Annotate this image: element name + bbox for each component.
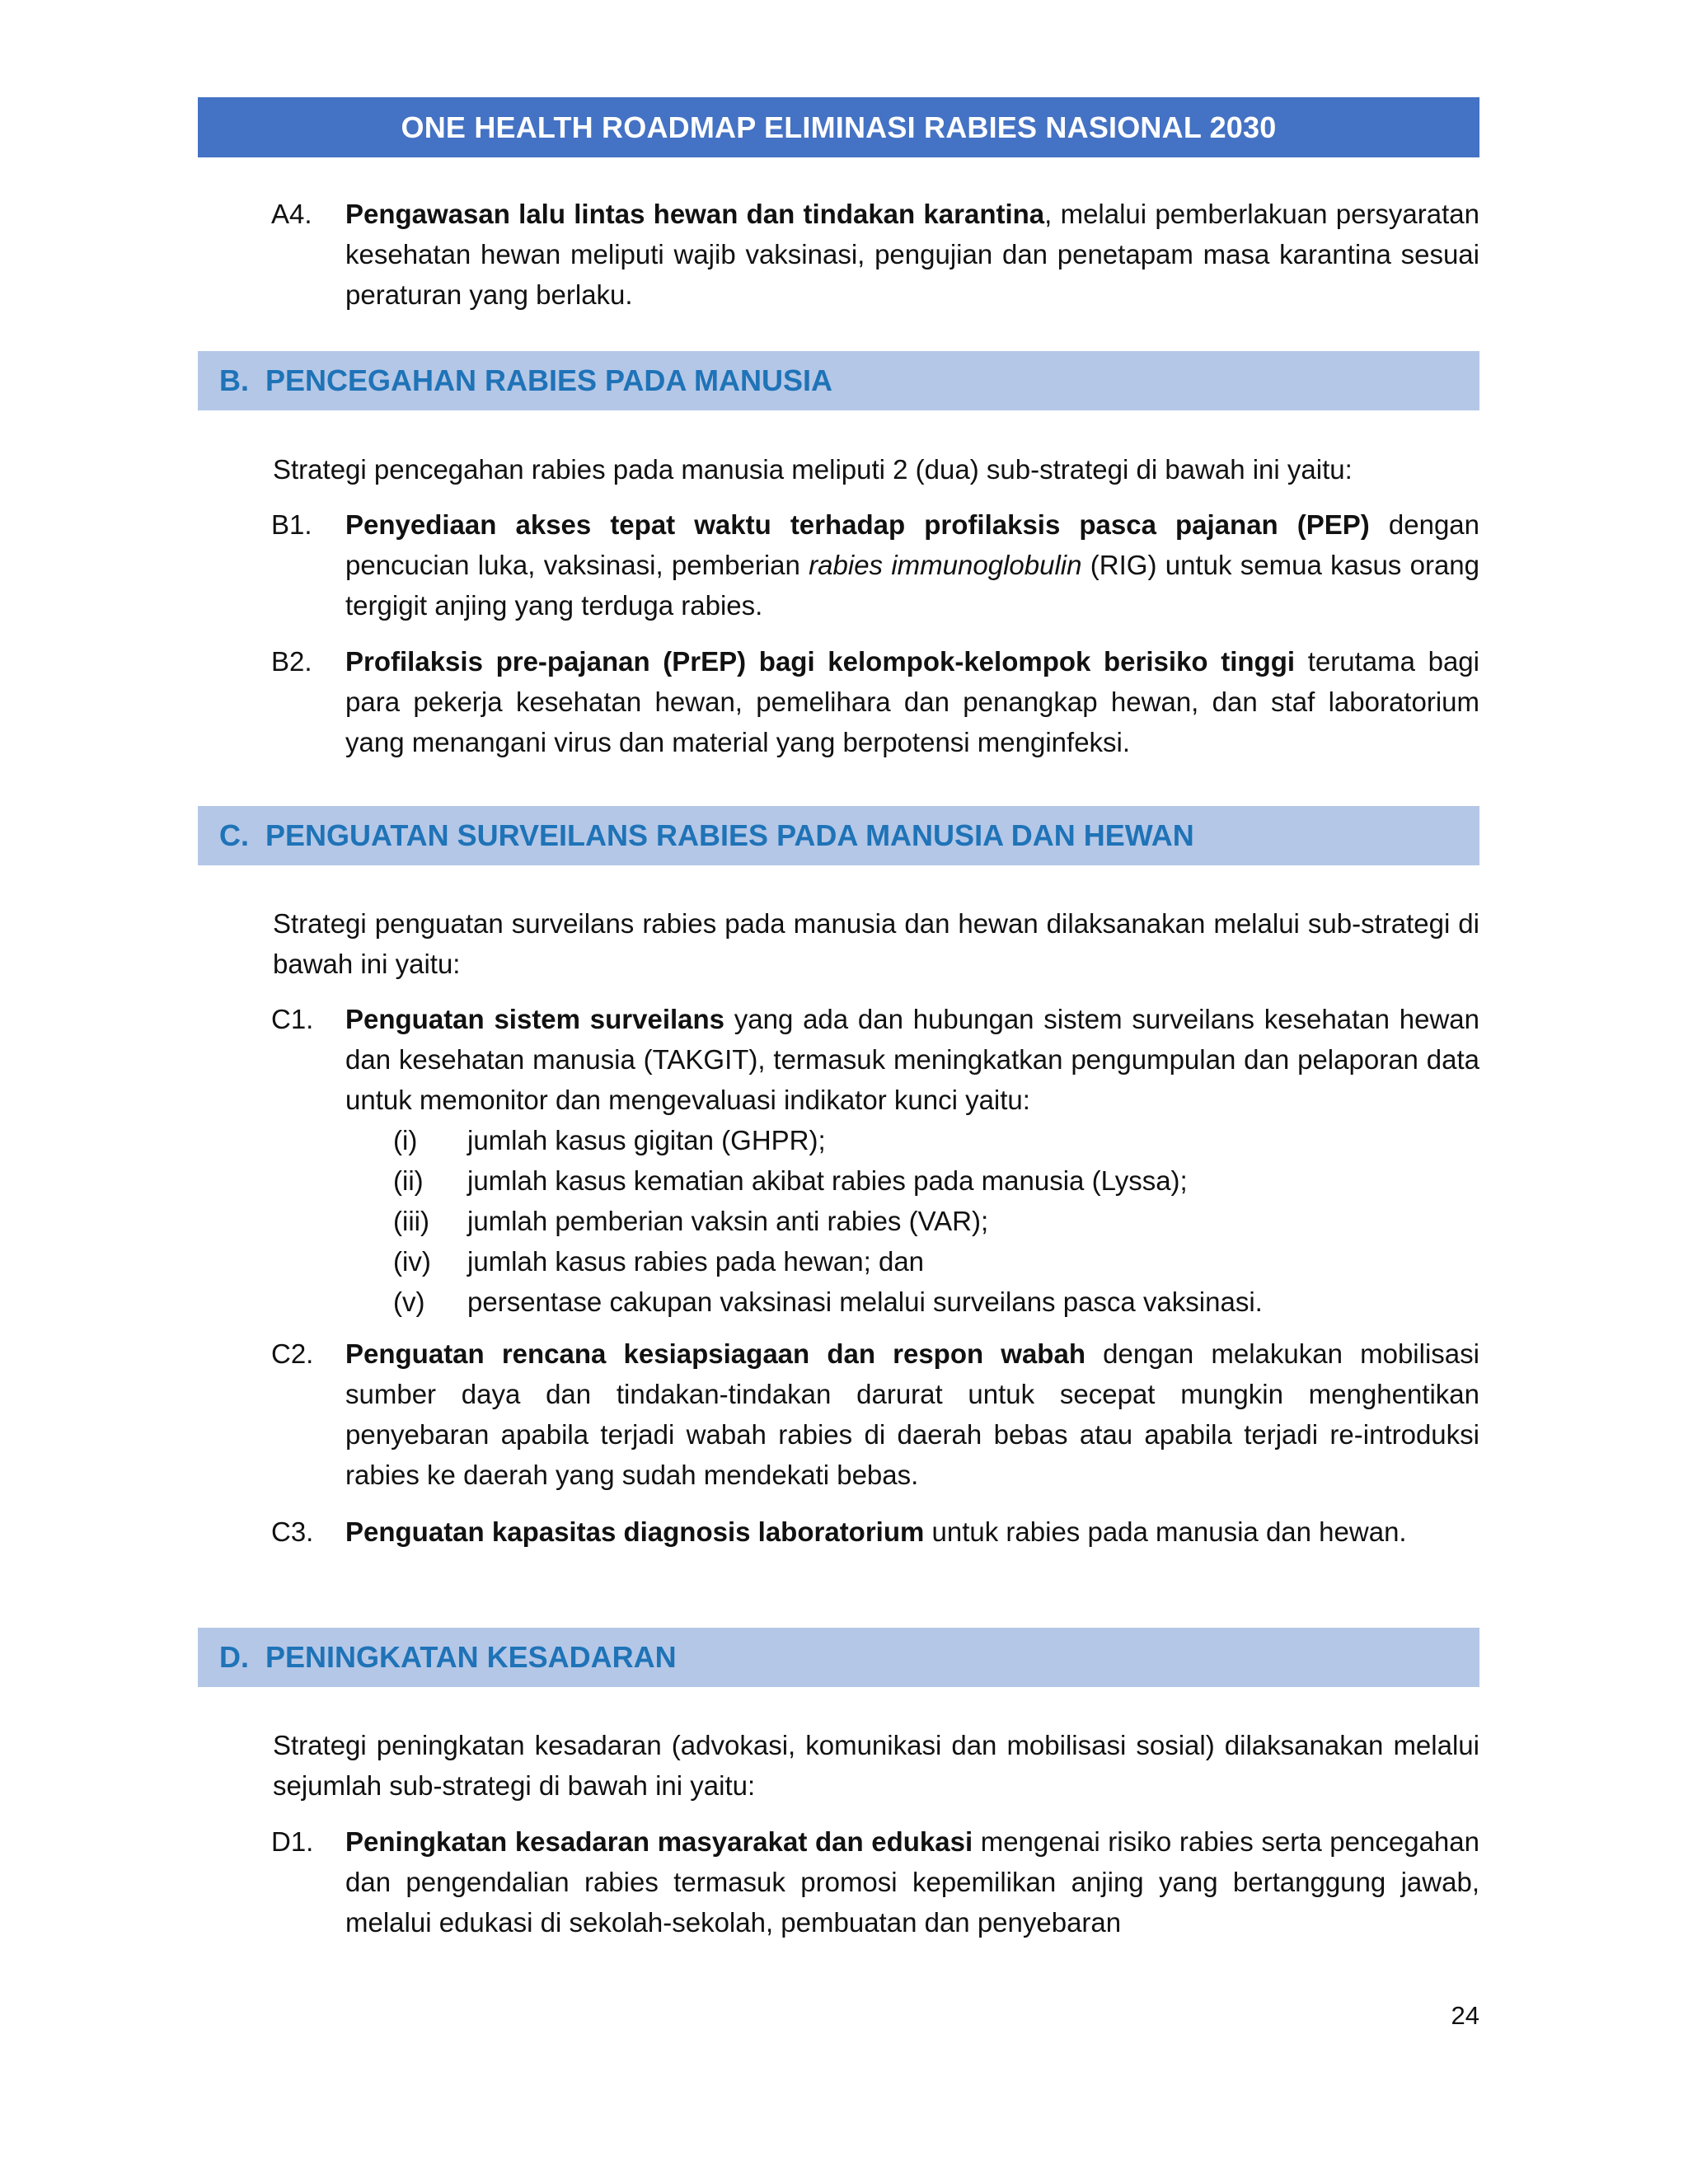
item-c1	[271, 999, 1479, 1322]
roman-numeral: (iii)	[393, 1206, 429, 1236]
indicator-text: persentase cakupan vaksinasi melalui surveilans pasca vaksinasi.	[467, 1286, 1263, 1317]
section-title: PENGUATAN SURVEILANS RABIES PADA MANUSIA DAN HEWAN	[265, 818, 1194, 852]
indicator-list-item	[345, 1160, 1479, 1201]
section-d-intro: Strategi peningkatan kesadaran (advokasi, komunikasi dan mobilisasi sosial) dilaksanakan melalui sejumlah sub-strategi di bawah ini yaitu:	[273, 1730, 1479, 1801]
item-number: C2.	[271, 1338, 314, 1369]
item-number: D1.	[271, 1826, 314, 1857]
item-text: dengan pencucian luka, vaksinasi, pemberian	[345, 509, 1479, 580]
item-number: C3.	[271, 1516, 314, 1547]
section-title: PENINGKATAN KESADARAN	[265, 1640, 677, 1674]
item-text: yang ada dan hubungan sistem surveilans kesehatan hewan dan kesehatan manusia (TAKGIT), termasuk meningkatkan pengumpulan dan pelaporan data untuk memonitor dan mengevaluasi indikator kunci yaitu:	[345, 1004, 1479, 1115]
item-body	[345, 504, 1479, 626]
section-heading-d	[198, 1628, 1479, 1687]
item-body	[345, 1821, 1479, 1943]
item-text: terutama bagi para pekerja kesehatan hewan, pemelihara dan penangkap hewan, dan staf laboratorium yang menangani virus dan material yang berpotensi menginfeksi.	[345, 646, 1479, 757]
document-header-banner	[198, 97, 1479, 157]
item-text: , melalui pemberlakuan persyaratan kesehatan hewan meliputi wajib vaksinasi, pengujian dan penetapam masa karantina sesuai peraturan yang berlaku.	[345, 199, 1479, 310]
page-number: 24	[1451, 2001, 1479, 2030]
item-c2	[271, 1333, 1479, 1495]
item-body	[345, 1511, 1479, 1552]
indicator-list-item	[345, 1241, 1479, 1282]
section-letter: C.	[219, 818, 249, 852]
item-number: A4.	[271, 199, 312, 229]
section-heading-b	[198, 351, 1479, 410]
roman-numeral: (iv)	[393, 1246, 431, 1277]
section-c-intro: Strategi penguatan surveilans rabies pada manusia dan hewan dilaksanakan melalui sub-strategi di bawah ini yaitu:	[273, 908, 1479, 979]
item-number: B2.	[271, 646, 312, 677]
roman-numeral: (ii)	[393, 1165, 424, 1196]
item-text: mengenai risiko rabies serta pencegahan dan pengendalian rabies termasuk promosi kepemilikan anjing yang bertanggung jawab, melalui edukasi di sekolah-sekolah, pembuatan dan penyebaran	[345, 1826, 1479, 1938]
item-body	[345, 194, 1479, 315]
item-body	[345, 1333, 1479, 1495]
item-body	[345, 999, 1479, 1120]
item-text: untuk rabies pada manusia dan hewan.	[924, 1516, 1407, 1547]
indicator-list-item	[345, 1282, 1479, 1322]
indicator-text: jumlah kasus kematian akibat rabies pada manusia (Lyssa);	[467, 1165, 1188, 1196]
section-letter: B.	[219, 363, 249, 397]
header-title: ONE HEALTH ROADMAP ELIMINASI RABIES NASIONAL 2030	[401, 110, 1277, 144]
item-b2	[271, 641, 1479, 762]
item-heading: Profilaksis pre-pajanan (PrEP) bagi kelompok-kelompok berisiko tinggi	[345, 646, 1296, 677]
item-heading: Penyediaan akses tepat waktu terhadap profilaksis pasca pajanan (PEP)	[345, 509, 1370, 540]
indicator-list-item	[345, 1120, 1479, 1160]
indicator-text: jumlah kasus gigitan (GHPR);	[467, 1125, 826, 1155]
item-heading: Penguatan kapasitas diagnosis laboratorium	[345, 1516, 925, 1547]
item-b1	[271, 504, 1479, 626]
item-heading: Penguatan sistem surveilans	[345, 1004, 725, 1034]
item-number: B1.	[271, 509, 312, 540]
section-b-intro: Strategi pencegahan rabies pada manusia meliputi 2 (dua) sub-strategi di bawah ini yaitu:	[273, 454, 1353, 485]
indicator-text: jumlah kasus rabies pada hewan; dan	[467, 1246, 925, 1277]
roman-numeral: (v)	[393, 1286, 425, 1317]
item-italic-term: rabies immunoglobulin	[809, 550, 1082, 580]
roman-numeral: (i)	[393, 1125, 418, 1155]
item-body	[345, 641, 1479, 762]
item-text: dengan melakukan mobilisasi sumber daya dan tindakan-tindakan darurat untuk secepat mungkin menghentikan penyebaran apabila terjadi wabah rabies di daerah bebas atau apabila terjadi re-introduksi rabies ke daerah yang sudah mendekati bebas.	[345, 1338, 1479, 1490]
item-c3	[271, 1511, 1479, 1552]
item-number: C1.	[271, 1004, 314, 1034]
section-heading-c	[198, 806, 1479, 865]
indicator-list-item	[345, 1201, 1479, 1241]
item-heading: Pengawasan lalu lintas hewan dan tindakan karantina	[345, 199, 1045, 229]
section-title: PENCEGAHAN RABIES PADA MANUSIA	[265, 363, 833, 397]
indicator-text: jumlah pemberian vaksin anti rabies (VAR);	[467, 1206, 989, 1236]
item-text: (RIG) untuk semua kasus orang tergigit anjing yang terduga rabies.	[345, 550, 1479, 621]
section-letter: D.	[219, 1640, 249, 1674]
item-d1	[271, 1821, 1479, 1943]
item-heading: Peningkatan kesadaran masyarakat dan edukasi	[345, 1826, 973, 1857]
item-heading: Penguatan rencana kesiapsiagaan dan respon wabah	[345, 1338, 1085, 1369]
item-a4	[271, 194, 1479, 315]
